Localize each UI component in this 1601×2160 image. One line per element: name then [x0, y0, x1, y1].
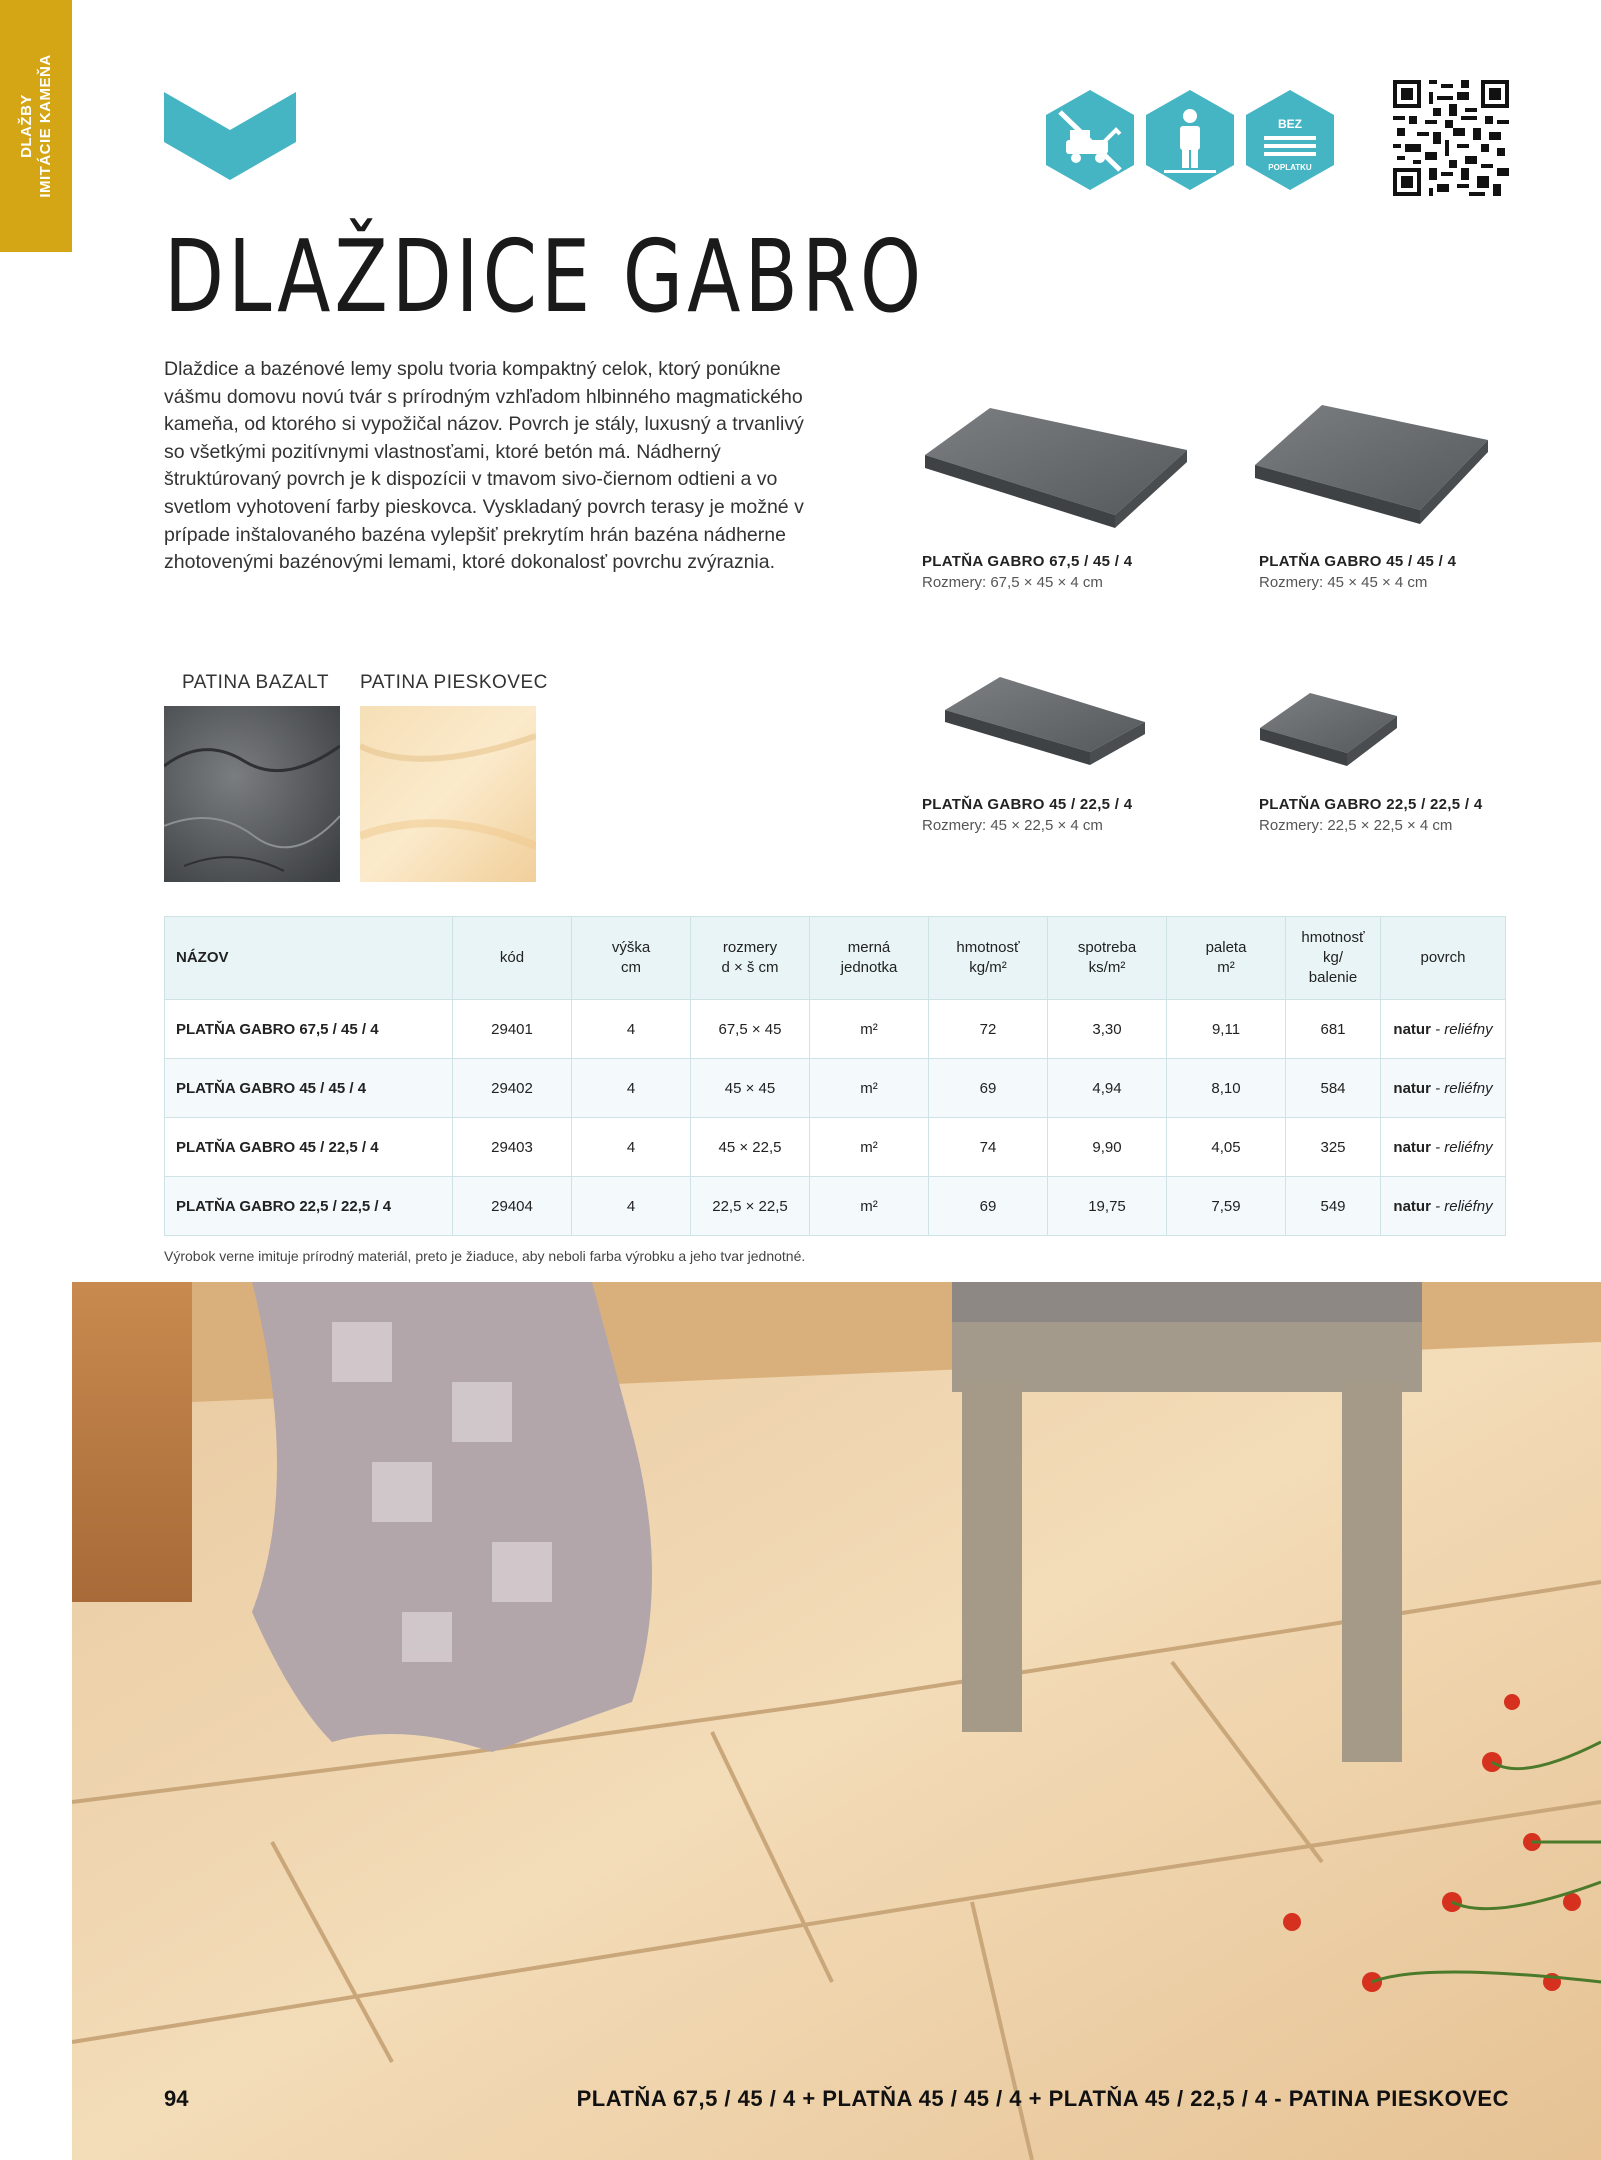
section-tab-line2: IMITÁCIE KAMEŇA: [37, 54, 54, 198]
cell-pallet: 8,10: [1167, 1059, 1286, 1118]
cell-usage: 3,30: [1048, 1000, 1167, 1059]
cell-height: 4: [572, 1059, 691, 1118]
product-name: PLATŇA GABRO 22,5 / 22,5 / 4: [1259, 796, 1483, 813]
product-name: PLATŇA GABRO 67,5 / 45 / 4: [922, 553, 1133, 570]
product-item-2: [1259, 553, 1559, 591]
col-header-usage: spotreba ks/m²: [1048, 917, 1167, 1000]
product-table: [164, 916, 1506, 1236]
col-header-height: výška cm: [572, 917, 691, 1000]
section-tab-label: [17, 54, 55, 197]
cell-pallet: 4,05: [1167, 1118, 1286, 1177]
qr-code-icon[interactable]: [1393, 80, 1509, 196]
product-dims: Rozmery: 45 × 45 × 4 cm: [1259, 574, 1428, 591]
col-header-weight: hmotnosť kg/m²: [929, 917, 1048, 1000]
cell-weight: 69: [929, 1177, 1048, 1236]
cell-name: PLATŇA GABRO 45 / 45 / 4: [165, 1059, 453, 1118]
patina-swatch-bazalt: [164, 706, 340, 882]
cell-pallet: 7,59: [1167, 1177, 1286, 1236]
section-tab-line1: DLAŽBY: [18, 94, 35, 158]
product-name: PLATŇA GABRO 45 / 45 / 4: [1259, 553, 1457, 570]
cell-pack: 549: [1286, 1177, 1381, 1236]
cell-surface: natur - reliéfny: [1381, 1059, 1506, 1118]
cell-size: 67,5 × 45: [691, 1000, 810, 1059]
cell-pack: 681: [1286, 1000, 1381, 1059]
disclaimer-note: Výrobok verne imituje prírodný materiál, preto je žiaduce, aby neboli farba výrobku a jeho tvar jednotné.: [164, 1248, 806, 1264]
slab-image-1: [915, 400, 1195, 530]
product-item-1: [922, 553, 1222, 591]
cell-size: 22,5 × 22,5: [691, 1177, 810, 1236]
property-badges: [1046, 90, 1336, 190]
cell-unit: m²: [810, 1059, 929, 1118]
cell-height: 4: [572, 1118, 691, 1177]
patina-label-bazalt: PATINA BAZALT: [182, 672, 329, 693]
cell-usage: 9,90: [1048, 1118, 1167, 1177]
page-number: 94: [164, 2086, 189, 2111]
product-item-3: [922, 796, 1222, 834]
col-header-pack-weight: hmotnosť kg/ balenie: [1286, 917, 1381, 1000]
no-heavy-load-icon: [1046, 90, 1134, 190]
cell-pack: 584: [1286, 1059, 1381, 1118]
cell-surface: natur - reliéfny: [1381, 1000, 1506, 1059]
pedestrian-icon: [1146, 90, 1234, 190]
col-header-pallet: paleta m²: [1167, 917, 1286, 1000]
cell-name: PLATŇA GABRO 67,5 / 45 / 4: [165, 1000, 453, 1059]
cell-code: 29401: [453, 1000, 572, 1059]
free-pallet-icon: [1246, 90, 1334, 190]
product-dims: Rozmery: 67,5 × 45 × 4 cm: [922, 574, 1103, 591]
col-header-name: NÁZOV: [165, 917, 453, 1000]
cell-usage: 4,94: [1048, 1059, 1167, 1118]
table-row: [165, 1000, 1506, 1059]
col-header-surface: povrch: [1381, 917, 1506, 1000]
cell-weight: 74: [929, 1118, 1048, 1177]
page-title: DLAŽDICE GABRO: [164, 218, 926, 335]
cell-pack: 325: [1286, 1118, 1381, 1177]
patina-label-pieskovec: PATINA PIESKOVEC: [360, 672, 548, 693]
cell-code: 29402: [453, 1059, 572, 1118]
table-row: [165, 1118, 1506, 1177]
product-name: PLATŇA GABRO 45 / 22,5 / 4: [922, 796, 1133, 813]
product-dims: Rozmery: 22,5 × 22,5 × 4 cm: [1259, 817, 1453, 834]
table-row: [165, 1177, 1506, 1236]
slab-image-2: [1250, 400, 1490, 530]
cell-weight: 72: [929, 1000, 1048, 1059]
slab-image-4: [1255, 688, 1405, 778]
intro-text: Dlaždice a bazénové lemy spolu tvoria kompaktný celok, ktorý ponúkne vášmu domovu novú tvár s prírodným vzhľadom hlbinného magmatického kameňa, od ktorého si vypožičal názov. Povrch je stály, luxusný a trvanlivý so všetkými pozitívnymi vlastnosťami, ktoré betón má. Nádherný štruktúrovaný povrch je k dispozícii v tmavom sivo-čiernom odtieni a vo svetlom vyhotovení farby pieskovca. Vyskladaný povrch terasy je možné v prípade inštalovaného bazéna vylepšiť prekrytím hrán bazéna nádherne zhotovenými bazénovými lemami, ktoré dokonalosť povrchu zvýraznia.: [164, 358, 804, 574]
badge-free-line2: POPLATKU: [1268, 163, 1312, 172]
section-tab: [0, 0, 72, 252]
cell-code: 29403: [453, 1118, 572, 1177]
cell-surface: natur - reliéfny: [1381, 1177, 1506, 1236]
cell-weight: 69: [929, 1059, 1048, 1118]
cell-name: PLATŇA GABRO 22,5 / 22,5 / 4: [165, 1177, 453, 1236]
photo-caption: PLATŇA 67,5 / 45 / 4 + PLATŇA 45 / 45 / 4 + PLATŇA 45 / 22,5 / 4 - PATINA PIESKOVEC: [576, 2086, 1509, 2111]
cell-unit: m²: [810, 1177, 929, 1236]
col-header-code: kód: [453, 917, 572, 1000]
cell-surface: natur - reliéfny: [1381, 1118, 1506, 1177]
table-header-row: [165, 917, 1506, 1000]
table-row: [165, 1059, 1506, 1118]
cell-unit: m²: [810, 1118, 929, 1177]
cell-size: 45 × 22,5: [691, 1118, 810, 1177]
col-header-size: rozmery d × š cm: [691, 917, 810, 1000]
cell-usage: 19,75: [1048, 1177, 1167, 1236]
cell-pallet: 9,11: [1167, 1000, 1286, 1059]
cell-unit: m²: [810, 1000, 929, 1059]
product-dims: Rozmery: 45 × 22,5 × 4 cm: [922, 817, 1103, 834]
cell-size: 45 × 45: [691, 1059, 810, 1118]
badge-free-line1: BEZ: [1278, 117, 1302, 131]
patina-swatch-pieskovec: [360, 706, 536, 882]
col-header-unit: merná jednotka: [810, 917, 929, 1000]
product-item-4: [1259, 796, 1559, 834]
cell-name: PLATŇA GABRO 45 / 22,5 / 4: [165, 1118, 453, 1177]
chevron-down-icon: [164, 92, 296, 180]
terrace-photo: [72, 1282, 1601, 2160]
cell-height: 4: [572, 1177, 691, 1236]
cell-height: 4: [572, 1000, 691, 1059]
cell-code: 29404: [453, 1177, 572, 1236]
slab-image-3: [940, 672, 1150, 772]
